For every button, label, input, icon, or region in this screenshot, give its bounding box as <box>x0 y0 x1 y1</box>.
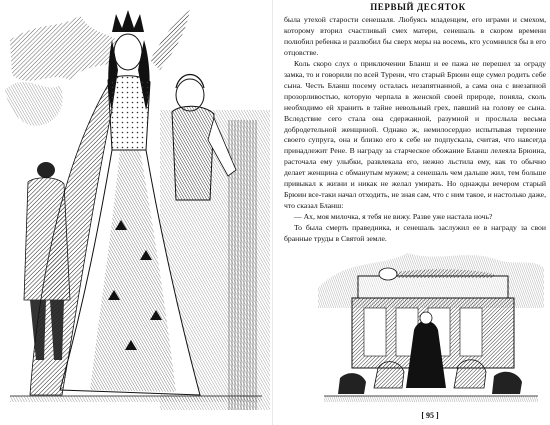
paragraph: Коль скоро слух о приключении Бланш и ее пажа не перешел за ограду замка, то и говорили по всей Турени, что старый Брюин еще сумел родить себе сына. Честь Бланш посему осталась незапятнанной, а сама она с внезапной прозорливостью, которую черпала в женской своей природе, поняла, сколь необходимо ей хранить в тайне невольный грех, павший на голову ее сына. Вследствие сего стала она сдержанной, разумной и прослыла весьма добродетельной женщиной. Однако ж, немилосердно испытывая терпение своего супруга, она и близко его к себе не подпускала, считая, что навсегда принадлежит Рене. В награду за старческое обожание Бланш лелеяла Брюина, расточала ему улыбки, развлекала его, нежно льстила ему, как то обычно делает женщина с обманутым мужем; а сенешаль чем дальше жил, тем больше привыкал к жизни и никак не желал умирать. Но однажды вечером старый Брюин все-таки начал отходить, не зная сам, что с ним такое, и настолько даже, что сказал Бланш: <box>284 58 546 211</box>
right-page-illustration <box>318 248 544 408</box>
page-number: [ 95 ] <box>421 411 439 420</box>
engraving-tomb-with-mourners <box>318 248 544 408</box>
body-text <box>284 15 546 245</box>
paragraph: была утехой старости сенешаля. Любуясь младенцем, его играми и смехом, которому вторил счастливый смех матери, сенешаль в скором времени полюбил ребенка и разлюбил бы сверх меры на восемь, кто усомнился бы в его отцовстве. <box>284 15 546 57</box>
running-title: ПЕРВЫЙ ДЕСЯТОК <box>370 2 466 12</box>
paragraph: То была смерть праведника, и сенешаль заслужил ее в награду за свои бранные труды в Святой земле. <box>284 223 546 244</box>
left-page-illustration <box>0 0 272 425</box>
paragraph: — Ах, моя милочка, я тебя не вижу. Разве уже настала ночь? <box>294 212 493 222</box>
page-gutter <box>272 0 273 425</box>
engraving-lady-with-knight <box>0 0 272 425</box>
